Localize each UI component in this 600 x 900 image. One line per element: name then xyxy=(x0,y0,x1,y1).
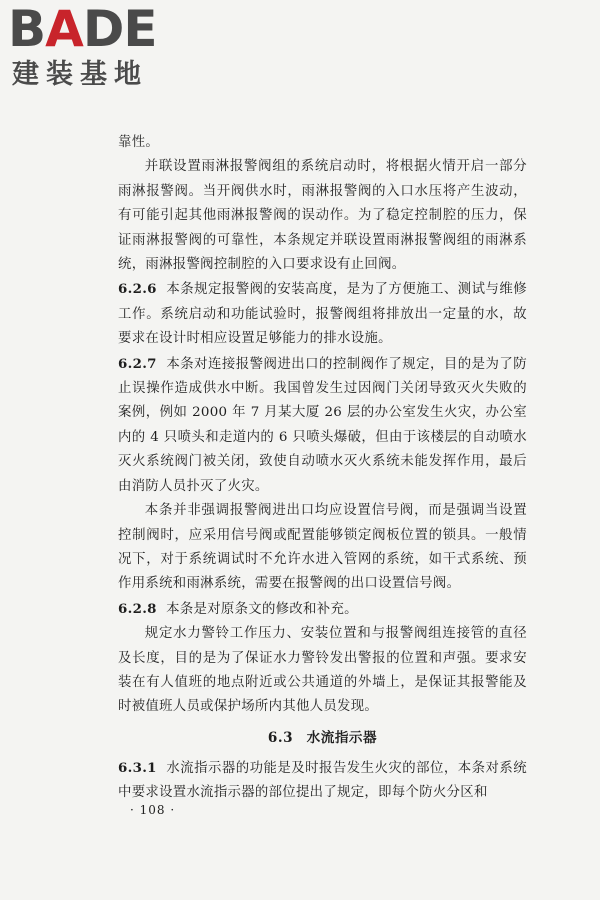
logo-letters-de: DE xyxy=(82,0,157,58)
clause-6-2-8 xyxy=(118,597,527,622)
clause-number: 6.2.8 xyxy=(118,600,157,617)
paragraph xyxy=(118,622,527,720)
section-title: 水流指示器 xyxy=(306,729,378,746)
paragraph-text: 规定水力警铃工作压力、安装位置和与报警阀组连接管的直径及长度，目的是为了保证水力警铃发出警报的位置和声强。要求安装在有人值班的地点附近或公共通道的外墙上，是保证其报警能及时被值班人员或保护场所内其他人员发现。 xyxy=(118,626,527,715)
page-number: · 108 · xyxy=(130,803,176,817)
paragraph-text: 水流指示器的功能是及时报告发生火灾的部位，本条对系统中要求设置水流指示器的部位提出了规定，即每个防火分区和 xyxy=(118,760,527,801)
logo-subtitle: 建装基地 xyxy=(12,59,148,90)
logo-wordmark xyxy=(8,2,157,56)
logo-letter-a: A xyxy=(45,0,83,58)
logo-letter-b: B xyxy=(8,0,46,58)
paragraph-text: 本条规定报警阀的安装高度，是为了方便施工、测试与维修工作。系统启动和功能试验时，报警阀组将排放出一定量的水，故要求在设计时相应设置足够能力的排水设施。 xyxy=(118,282,527,347)
section-heading xyxy=(118,726,527,750)
clause-6-2-7 xyxy=(118,352,527,499)
clause-number: 6.3.1 xyxy=(118,759,157,776)
paragraph-text: 本条并非强调报警阀进出口均应设置信号阀，而是强调当设置控制阀时，应采用信号阀或配置能够锁定阀板位置的锁具。一般情况下，对于系统调试时不允许水进入管网的系统，如干式系统、预作用系统和雨淋系统，需要在报警阀的出口设置信号阀。 xyxy=(118,503,527,592)
bade-logo xyxy=(8,2,178,94)
paragraph-continuation xyxy=(118,131,527,155)
paragraph-text: 靠性。 xyxy=(118,135,160,150)
paragraph-text: 并联设置雨淋报警阀组的系统启动时，将根据火情开启一部分雨淋报警阀。当开阀供水时，雨淋报警阀的入口水压将产生波动，有可能引起其他雨淋报警阀的误动作。为了稳定控制腔的压力，保证雨淋报警阀的可靠性，本条规定并联设置雨淋报警阀组的雨淋系统，雨淋报警阀控制腔的入口要求设有止回阀。 xyxy=(118,159,527,273)
clause-number: 6.2.7 xyxy=(118,355,157,372)
section-number: 6.3 xyxy=(267,729,294,746)
clause-6-2-6 xyxy=(118,277,527,351)
page-body xyxy=(118,131,527,806)
paragraph-text: 本条是对原条文的修改和补充。 xyxy=(166,601,358,617)
clause-6-3-1 xyxy=(118,756,527,806)
paragraph-text: 本条对连接报警阀进出口的控制阀作了规定，目的是为了防止误操作造成供水中断。我国曾发生过因阀门关闭导致灭火失败的案例，例如 2000 年 7 月某大厦 26 层的办公室发生火灾，办公室内的 4 只喷头和走道内的 6 只喷头爆破，但由于该楼层的自动喷水灭火系统阀门被关闭，致使自动喷水灭火系统未能发挥作用，最后由消防人员扑灭了火灾。 xyxy=(118,356,527,494)
paragraph xyxy=(118,499,527,597)
clause-number: 6.2.6 xyxy=(118,281,157,298)
paragraph xyxy=(118,155,527,277)
